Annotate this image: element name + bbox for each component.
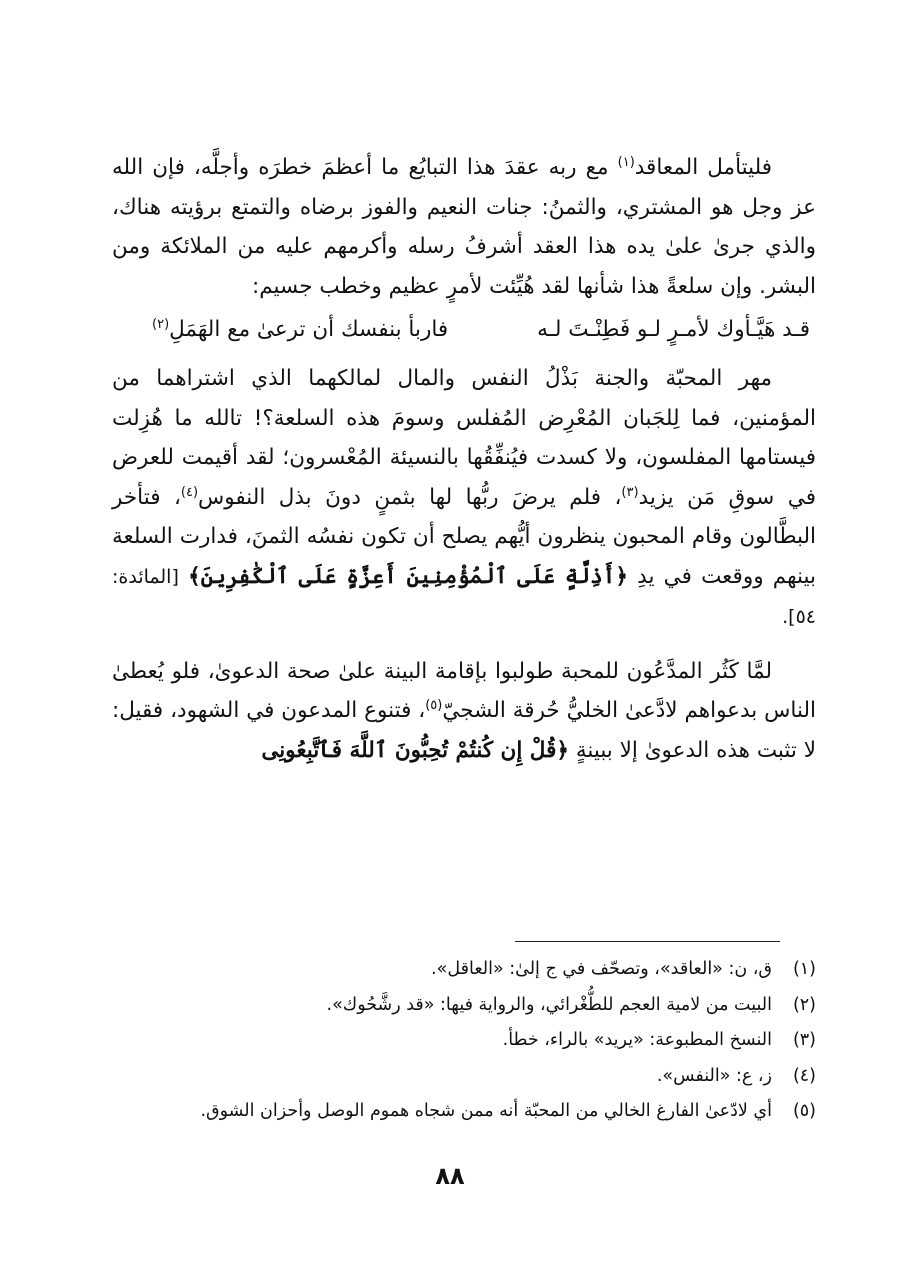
footnotes: [112, 952, 816, 1130]
footnote-text: النسخ المطبوعة: «يريد» بالراء، خطأ.: [502, 1030, 772, 1050]
footnote-number: (٤): [792, 1065, 816, 1086]
footnote-item: [112, 988, 816, 1024]
footnote-marker: (٥): [425, 697, 443, 713]
footnote-marker: (٣): [621, 484, 639, 500]
footnote-number: (٢): [792, 994, 816, 1015]
footnote-text: ق، ن: «العاقد»، وتصحّف في ج إلىٰ: «العاقل».: [431, 959, 772, 979]
footnote-item: [112, 1059, 816, 1095]
paragraph-dowry: مهر المحبّة والجنة بَذْلُ النفس والمال لمالكهما الذي اشتراهما من المؤمنين، فما لِلجَبان المُعْرِض المُفلس وسومَ هذه السلعة؟! تالله ما هُزِلت فيستامها المفلسون، ولا كسدت فيُنفِّقُها بالنسيئة المُعْسرون؛ لقد أقيمت للعرض في سوقِ مَن يزيد$^{(٣)}$، فلم يرضَ ربُّها لها بثمنٍ دونَ بذل النفوس$^{(٤)}$، فتأخر البطَّالون وقام المحبون ينظرون أيُّهم يصلح أن تكون نفسُه الثمنَ، فدارت السلعة بينهم ووقعت في يدِ ﴿أَذِلَّةٍ عَلَى ٱلْمُؤْمِنِينَ أَعِزَّةٍ عَلَى ٱلْكَٰفِرِينَ﴾ [المائدة: ٥٤].: [112, 366, 817, 628]
footnote-number: (٥): [792, 1101, 816, 1121]
quran-reference: [المائدة: ٥٤].: [112, 565, 816, 628]
quran-verse: ﴿أَذِلَّةٍ عَلَى ٱلْمُؤْمِنِينَ أَعِزَّةٍ عَلَى ٱلْكَٰفِرِينَ﴾: [188, 563, 628, 589]
footnote-item: [112, 1094, 816, 1130]
poetry-verse: [112, 310, 816, 350]
footnote-number: (١): [792, 959, 816, 979]
footnote-marker: (٢): [152, 316, 170, 332]
footnote-marker: (١): [617, 154, 635, 170]
footnote-text: ز، ع: «النفس».: [656, 1065, 772, 1086]
paragraph-contract-text: فليتأمل المعاقد$^{(١)}$ مع ربه عقدَ هذا التبايُع ما أعظمَ خطرَه وأجلَّه، فإن الله عز وجل هو المشتري، والثمنُ: جنات النعيم والفوز برضاه والتمتع برؤيته هناك، والذي جرىٰ علىٰ يده هذا العقد أشرفُ رسله وأكرمهم عليه من الملائكة ومن البشر. وإن سلعةً هذا شأنها لقد هُيِّئت لأمرٍ عظيم وخطب جسيم:: [112, 154, 816, 299]
footnote-text: البيت من لامية العجم للطُّغْرائي، والرواية فيها: «قد رشَّحُوك».: [326, 994, 772, 1015]
quran-verse: ﴿قُلْ إِن كُنتُمْ تُحِبُّونَ ٱللَّهَ فَٱتَّبِعُونِى: [261, 737, 569, 763]
footnote-item: [112, 952, 816, 988]
page-number: ٨٨: [435, 1162, 465, 1190]
verse-second-hemistich: فاربأ بنفسك أن ترعىٰ مع الهَمَلِ$^{(٢)}$: [152, 316, 449, 342]
paragraph-contract: [112, 148, 816, 306]
footnote-number: (٣): [792, 1030, 816, 1050]
footnote-text: أي لادّعىٰ الفارغ الخالي من المحبّة أنه ممن شجاه هموم الوصل وأحزان الشوق.: [200, 1101, 772, 1121]
verse-first-hemistich: قـد هَيَّـأوك لأمـرٍ لـو فَطِنْـتَ لـه: [537, 317, 810, 342]
footnote-separator: [515, 941, 780, 942]
paragraph-claimants: لمَّا كَثُر المدَّعُون للمحبة طولبوا بإقامة البينة علىٰ صحة الدعوىٰ، فلو يُعطىٰ الناس بدعواهم لادَّعىٰ الخليُّ حُرقة الشجيّ$^{(٥)}$، فتنوع المدعون في الشهود، فقيل: لا تثبت هذه الدعوىٰ إلا ببينةٍ ﴿قُلْ إِن كُنتُمْ تُحِبُّونَ ٱللَّهَ فَٱتَّبِعُونِى: [112, 658, 816, 763]
footnote-marker: (٤): [180, 484, 199, 500]
main-text: [112, 148, 816, 770]
footnote-item: [112, 1023, 816, 1059]
